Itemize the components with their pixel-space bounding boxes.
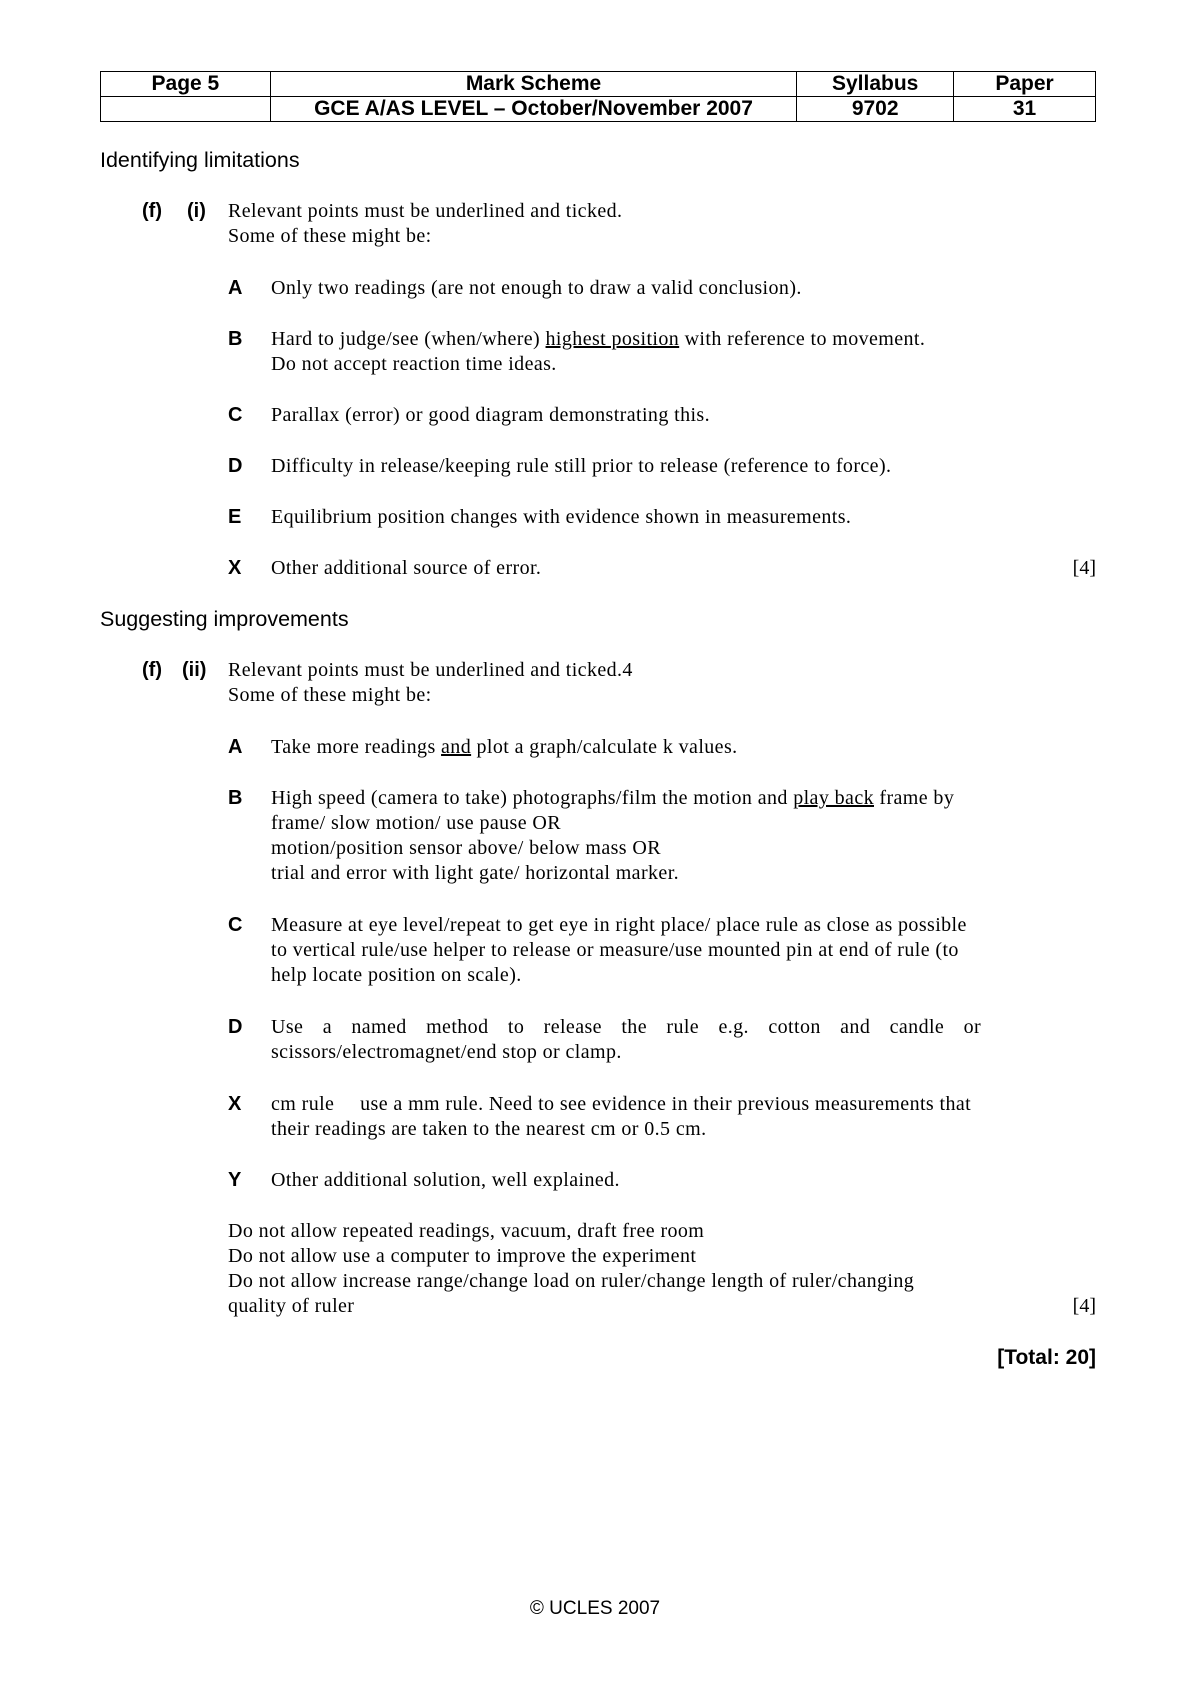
text-segment: with reference to movement. — [679, 328, 926, 350]
item-letter: B — [228, 787, 243, 809]
item-text — [271, 1092, 1096, 1142]
underlined-text: play back — [793, 787, 874, 809]
item-letter: D — [228, 1016, 243, 1038]
item-text — [271, 786, 1096, 886]
item-line: scissors/electromagnet/end stop or clamp. — [271, 1041, 622, 1063]
note-line: Do not allow increase range/change load on ruler/change length of ruler/changing — [228, 1270, 915, 1292]
item-text — [271, 913, 1096, 988]
item-text: Parallax (error) or good diagram demonstrating this. — [271, 404, 711, 426]
item-text: Equilibrium position changes with evidence shown in measurements. — [271, 506, 852, 528]
note-line: Do not allow use a computer to improve the experiment — [228, 1245, 697, 1267]
question-subpart-label: (ii) — [182, 659, 207, 681]
text-segment: Hard to judge/see (when/where) — [271, 328, 546, 350]
question-subpart-label: (i) — [187, 200, 206, 222]
item-letter: E — [228, 506, 242, 528]
total-marks: [Total: 20] — [997, 1346, 1096, 1369]
copyright-footer: © UCLES 2007 — [529, 1598, 661, 1619]
item-line — [271, 327, 1096, 352]
paper-number: 31 — [954, 97, 1096, 122]
text-segment: Take more readings — [271, 736, 442, 758]
question-part-label: (f) — [142, 200, 162, 222]
item-text: Other additional source of error. — [271, 557, 542, 579]
item-line: motion/position sensor above/ below mass OR — [271, 837, 661, 859]
item-text: Other additional solution, well explained. — [271, 1169, 620, 1191]
header-row-2 — [101, 97, 1096, 122]
item-letter: Y — [228, 1169, 242, 1191]
text-segment: High speed (camera to take) photographs/film the motion and — [271, 787, 794, 809]
item-text — [271, 735, 1096, 760]
page-number: Page 5 — [101, 72, 271, 97]
intro-line: Relevant points must be underlined and ticked. — [228, 200, 623, 222]
header-row-1 — [101, 72, 1096, 97]
item-letter: A — [228, 277, 243, 299]
item-text — [271, 327, 1096, 377]
document-type: Mark Scheme — [270, 72, 796, 97]
item-letter: C — [228, 404, 243, 426]
item-text: Difficulty in release/keeping rule still prior to release (reference to force). — [271, 455, 892, 477]
item-line: their readings are taken to the nearest cm or 0.5 cm. — [271, 1118, 707, 1140]
improvements-intro — [228, 658, 1096, 708]
item-letter: B — [228, 328, 243, 350]
item-line: cm rule use a mm rule. Need to see evidence in their previous measurements that — [271, 1093, 972, 1115]
item-line: help locate position on scale). — [271, 964, 522, 986]
text-segment: frame by — [874, 787, 955, 809]
item-line — [271, 786, 1096, 811]
intro-line: Relevant points must be underlined and ticked.4 — [228, 659, 633, 681]
section-heading-improvements: Suggesting improvements — [100, 607, 349, 631]
note-line: quality of ruler — [228, 1295, 355, 1317]
marks-allocation: [4] — [1072, 1295, 1096, 1317]
item-text — [271, 1015, 1096, 1065]
section-heading-limitations: Identifying limitations — [100, 148, 300, 172]
text-segment: plot a graph/calculate k values. — [471, 736, 738, 758]
item-line: to vertical rule/use helper to release or measure/use mounted pin at end of rule (to — [271, 939, 959, 961]
item-letter: A — [228, 736, 243, 758]
empty-cell — [101, 97, 271, 122]
item-line: Do not accept reaction time ideas. — [271, 353, 557, 375]
item-line: Measure at eye level/repeat to get eye in right place/ place rule as close as possible — [271, 914, 967, 936]
item-letter: C — [228, 914, 243, 936]
marks-allocation: [4] — [1072, 557, 1096, 579]
item-letter: X — [228, 557, 242, 579]
note-line: Do not allow repeated readings, vacuum, draft free room — [228, 1220, 705, 1242]
item-letter: D — [228, 455, 243, 477]
underlined-text: highest position — [545, 328, 680, 350]
intro-line: Some of these might be: — [228, 225, 432, 247]
limitations-intro — [228, 199, 1096, 249]
question-part-label: (f) — [142, 659, 162, 681]
underlined-text: and — [441, 736, 472, 758]
item-line: frame/ slow motion/ use pause OR — [271, 812, 561, 834]
item-line: Use a named method to release the rule e.g. cotton and candle or — [271, 1016, 982, 1038]
syllabus-label: Syllabus — [797, 72, 954, 97]
header-table — [100, 71, 1096, 122]
exam-title: GCE A/AS LEVEL – October/November 2007 — [270, 97, 796, 122]
item-text: Only two readings (are not enough to draw a valid conclusion). — [271, 277, 802, 299]
item-letter: X — [228, 1093, 242, 1115]
paper-label: Paper — [954, 72, 1096, 97]
improvements-notes — [228, 1219, 1096, 1319]
syllabus-code: 9702 — [797, 97, 954, 122]
item-line: trial and error with light gate/ horizontal marker. — [271, 862, 680, 884]
intro-line: Some of these might be: — [228, 684, 432, 706]
